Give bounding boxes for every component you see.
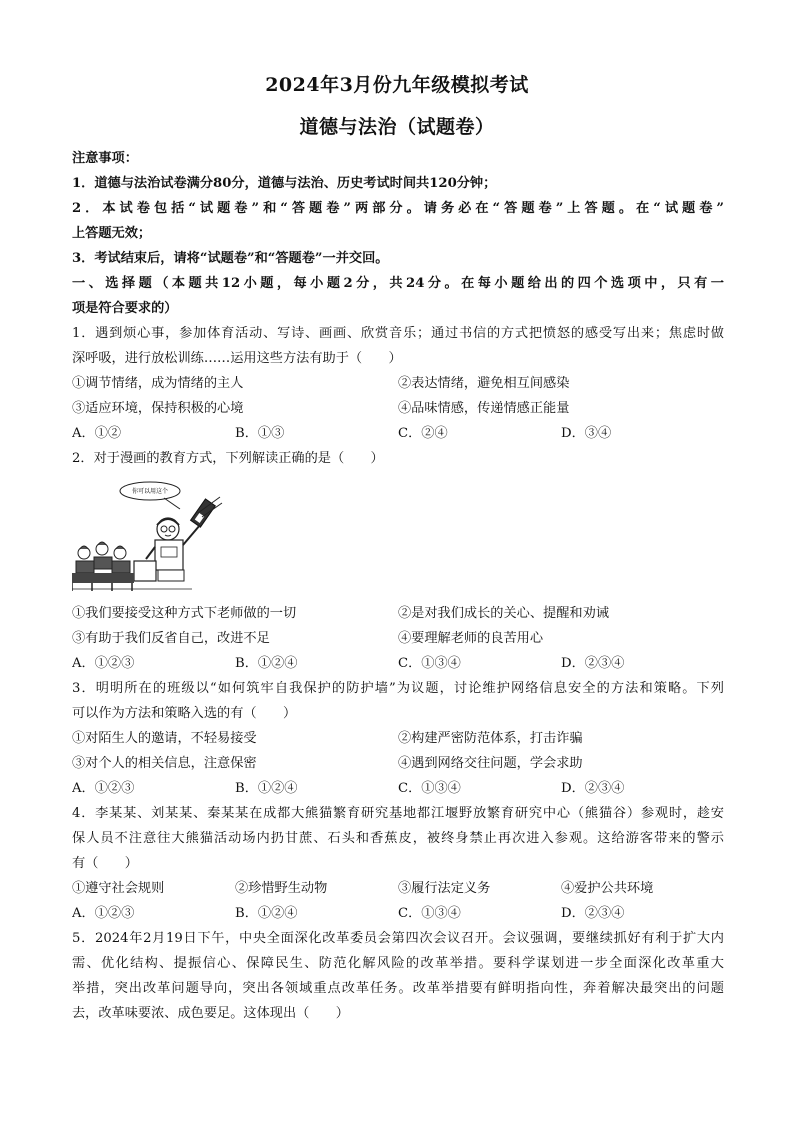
- section-heading-cont: 项是符合要求的）: [72, 301, 178, 316]
- cartoon-illustration: [72, 477, 232, 595]
- choice-row: [72, 901, 724, 926]
- choice-c: C．②④: [398, 426, 448, 441]
- question-stem: 保人员不注意往大熊猫活动场内扔甘蔗、石头和香蕉皮，被终身禁止再次进入参观。这给游客带来的警示: [72, 831, 724, 846]
- statement: ④要理解老师的良苦用心: [398, 631, 544, 646]
- choice-b: B．①③: [235, 426, 285, 441]
- choice-b: B．①②④: [235, 781, 298, 796]
- statement-row: [72, 751, 724, 776]
- choice-d: D．③④: [561, 426, 612, 441]
- choice-d: D．②③④: [561, 906, 625, 921]
- statement-row: [72, 726, 724, 751]
- choice-c: C．①③④: [398, 906, 461, 921]
- statement: ①对陌生人的邀请，不轻易接受: [72, 731, 257, 746]
- choice-row: [72, 651, 724, 676]
- cartoon-image: [72, 471, 724, 601]
- choice-a: A．①②③: [72, 656, 135, 671]
- question-stem: 举措，突出改革问题导向，突出各领域重点改革任务。改革举措要有鲜明指向性，奔着解决最突出的问题: [72, 981, 724, 996]
- statement: ③有助于我们反省自己，改进不足: [72, 631, 270, 646]
- question-stem: 深呼吸，进行放松训练……运用这些方法有助于（ ）: [72, 351, 402, 366]
- statement: ②珍惜野生动物: [235, 881, 328, 896]
- statement: ②是对我们成长的关心、提醒和劝诫: [398, 606, 609, 621]
- section-heading: 一、选择题（本题共12小题，每小题2分，共24分。在每小题给出的四个选项中，只有一: [72, 276, 724, 291]
- question-stem: 可以作为方法和策略入选的有（ ）: [72, 706, 297, 721]
- statement-row: [72, 396, 724, 421]
- statement: ④爱护公共环境: [561, 881, 654, 896]
- question-stem: 有（ ）: [72, 856, 138, 871]
- choice-d: D．②③④: [561, 781, 625, 796]
- statement: ④品味情感，传递情感正能量: [398, 401, 570, 416]
- statement: ④遇到网络交往问题，学会求助: [398, 756, 583, 771]
- exam-title: 2024年3月份九年级模拟考试: [265, 74, 529, 96]
- choice-a: A．①②: [72, 426, 122, 441]
- statement: ③适应环境，保持积极的心境: [72, 401, 244, 416]
- note-item: 上答题无效；: [72, 226, 152, 241]
- choice-a: A．①②③: [72, 781, 135, 796]
- question-stem: 3．明明所在的班级以“如何筑牢自我保护的防护墙”为议题，讨论维护网络信息安全的方法和策略。下列: [72, 681, 724, 696]
- statement: ①调节情绪，成为情绪的主人: [72, 376, 244, 391]
- choice-row: [72, 421, 724, 446]
- choice-c: C．①③④: [398, 781, 461, 796]
- statement: ③履行法定义务: [398, 881, 491, 896]
- question-stem: 需、优化结构、提振信心、保障民生、防范化解风险的改革举措。要科学谋划进一步全面深化改革重大: [72, 956, 724, 971]
- choice-a: A．①②③: [72, 906, 135, 921]
- choice-row: [72, 776, 724, 801]
- choice-b: B．①②④: [235, 906, 298, 921]
- question-stem: 1．遇到烦心事，参加体育活动、写诗、画画、欣赏音乐；通过书信的方式把愤怒的感受写出来；焦虑时做: [72, 326, 724, 341]
- statement-row: [72, 601, 724, 626]
- statement-row: [72, 626, 724, 651]
- cartoon-bubble-text: 你可以用这个: [131, 488, 169, 495]
- statement: ①遵守社会规则: [72, 881, 165, 896]
- note-item: 1．道德与法治试卷满分80分，道德与法治、历史考试时间共120分钟；: [72, 176, 497, 191]
- statement: ③对个人的相关信息，注意保密: [72, 756, 257, 771]
- question-stem: 去，改革味要浓、成色要足。这体现出（ ）: [72, 1006, 349, 1021]
- question-stem: 4．李某某、刘某某、秦某某在成都大熊猫繁育研究基地都江堰野放繁育研究中心（熊猫谷）参观时，趁安: [72, 806, 724, 821]
- exam-subtitle: 道德与法治（试题卷）: [299, 116, 495, 138]
- statement-row: [72, 876, 724, 901]
- choice-c: C．①③④: [398, 656, 461, 671]
- question-stem: 2．对于漫画的教育方式，下列解读正确的是（ ）: [72, 451, 384, 466]
- note-item: 3．考试结束后，请将“试题卷”和“答题卷”一并交回。: [72, 251, 389, 266]
- question-stem: 5．2024年2月19日下午，中央全面深化改革委员会第四次会议召开。会议强调，要继续抓好有利于扩大内: [72, 931, 724, 946]
- notes-heading: 注意事项：: [72, 151, 138, 166]
- choice-b: B．①②④: [235, 656, 298, 671]
- exam-content: [72, 146, 724, 1026]
- statement: ②构建严密防范体系，打击诈骗: [398, 731, 583, 746]
- statement: ②表达情绪，避免相互间感染: [398, 376, 570, 391]
- statement-row: [72, 371, 724, 396]
- statement: ①我们要接受这种方式下老师做的一切: [72, 606, 297, 621]
- note-item: 2．本试卷包括“试题卷”和“答题卷”两部分。请务必在“答题卷”上答题。在“试题卷”: [72, 201, 724, 216]
- choice-d: D．②③④: [561, 656, 625, 671]
